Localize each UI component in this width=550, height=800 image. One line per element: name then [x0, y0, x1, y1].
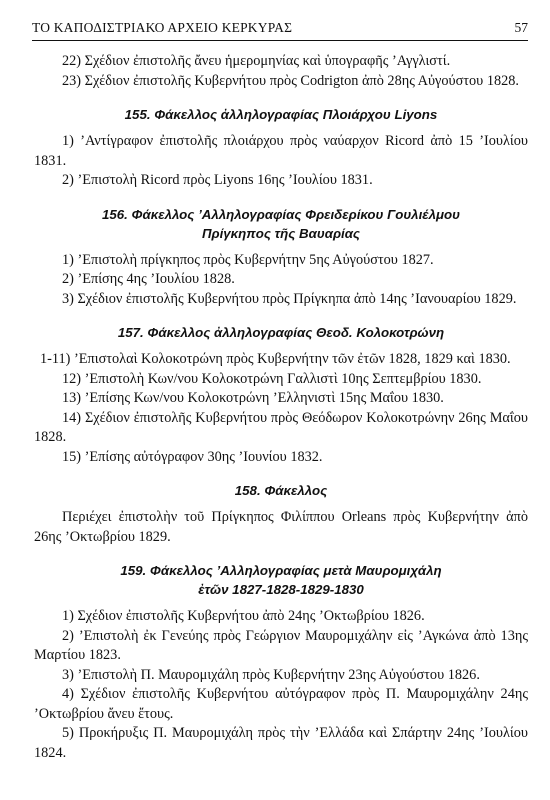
entry: 1) ’Επιστολὴ πρίγκηπος πρὸς Κυβερνήτην 5ης Αὐγούστου 1827. — [62, 251, 434, 268]
entry: 2) ’Επιστολὴ ἐκ Γενεύης πρὸς Γεώργιον Μαυρομιχάλην εἰς ’Αγκώνα ἀπὸ 13ης Μαρτίου 1823. — [34, 627, 528, 663]
entry: 2) ’Επιστολὴ Ricord πρὸς Liyons 16ης ’Ιουλίου 1831. — [62, 172, 373, 188]
header-title: ΤΟ ΚΑΠΟΔΙΣΤΡΙΑΚΟ ΑΡΧΕΙΟ ΚΕΡΚΥΡΑΣ — [32, 20, 293, 35]
section-title-line: 156. Φάκελλος ’Αλληλογραφίας Φρειδερίκου Γουλιέλμου — [101, 206, 461, 222]
entry: 1) Σχέδιον ἐπιστολῆς Κυβερνήτου ἀπὸ 24ης ’Οκτωβρίου 1826. — [62, 608, 425, 624]
entry: 13) ’Επίσης Κων/νου Κολοκοτρώνη ’Ελληνιστὶ 15ης Μαΐου 1830. — [62, 390, 444, 406]
entry: 4) Σχέδιον ἐπιστολῆς Κυβερνήτου αὐτόγραφον πρὸς Π. Μαυρομιχάλην 24ης ’Οκτωβρίου ἄνευ ἔτους. — [34, 686, 528, 722]
section-title — [34, 323, 528, 342]
entry: 5) Προκήρυξις Π. Μαυρομιχάλη πρὸς τὴν ’Ελλάδα καὶ Σπάρτην 24ης ’Ιουλίου 1824. — [34, 725, 528, 761]
section-title — [34, 105, 528, 124]
page-number: 57 — [514, 20, 528, 35]
entry: 22) Σχέδιον ἐπιστολῆς ἄνευ ἡμερομηνίας καὶ ὑπογραφῆς ’Αγγλιστί. — [62, 53, 451, 69]
section-title-line: Πρίγκηπος τῆς Βαυαρίας — [201, 225, 361, 241]
entry: 2) ’Επίσης 4ης ’Ιουλίου 1828. — [62, 271, 235, 287]
entry: 1-11) ’Επιστολαὶ Κολοκοτρώνη πρὸς Κυβερνήτην τῶν ἐτῶν 1828, 1829 καὶ 1830. — [40, 351, 511, 367]
entry: Περιέχει ἐπιστολὴν τοῦ Πρίγκηπος Φιλίππου Orleans πρὸς Κυβερνήτην ἀπὸ 26ης ’Οκτωβρίου 1829. — [34, 509, 528, 545]
running-header — [32, 18, 528, 41]
entry: 23) Σχέδιον ἐπιστολῆς Κυβερνήτου πρὸς Codrigton ἀπὸ 28ης Αὐγούστου 1828. — [62, 72, 520, 89]
section-title-line: 155. Φάκελλος ἀλληλογραφίας Πλοιάρχου Liyons — [124, 107, 438, 122]
entry: 12) ’Επιστολὴ Κων/νου Κολοκοτρώνη Γαλλιστὶ 10ης Σεπτεμβρίου 1830. — [62, 370, 482, 387]
section-title — [34, 561, 528, 599]
entry: 3) ’Επιστολὴ Π. Μαυρομιχάλη πρὸς Κυβερνήτην 23ης Αὐγούστου 1826. — [62, 666, 480, 683]
section-title-line: 159. Φάκελλος ’Αλληλογραφίας μετὰ Μαυρομιχάλη — [120, 563, 442, 578]
entry: 14) Σχέδιον ἐπιστολῆς Κυβερνήτου πρὸς Θεόδωρον Κολοκοτρώνην 26ης Μαΐου 1828. — [34, 409, 528, 445]
section-title — [34, 481, 528, 500]
entry: 3) Σχέδιον ἐπιστολῆς Κυβερνήτου πρὸς Πρίγκηπα ἀπὸ 14ης ’Ιανουαρίου 1829. — [62, 290, 517, 307]
entry: 1) ’Αντίγραφον ἐπιστολῆς πλοιάρχου πρὸς ναύαρχον Ricord ἀπὸ 15 ’Ιουλίου 1831. — [34, 133, 528, 169]
section-title-line: 158. Φάκελλος — [234, 483, 328, 498]
section-title-line: ἐτῶν 1827-1828-1829-1830 — [198, 582, 364, 597]
section-title-line: 157. Φάκελλος ἀλληλογραφίας Θεοδ. Κολοκοτρώνη — [117, 325, 445, 340]
entry: 15) ’Επίσης αὐτόγραφον 30ης ’Ιουνίου 1832. — [62, 448, 323, 465]
document-body — [34, 52, 528, 763]
section-title — [34, 205, 528, 243]
